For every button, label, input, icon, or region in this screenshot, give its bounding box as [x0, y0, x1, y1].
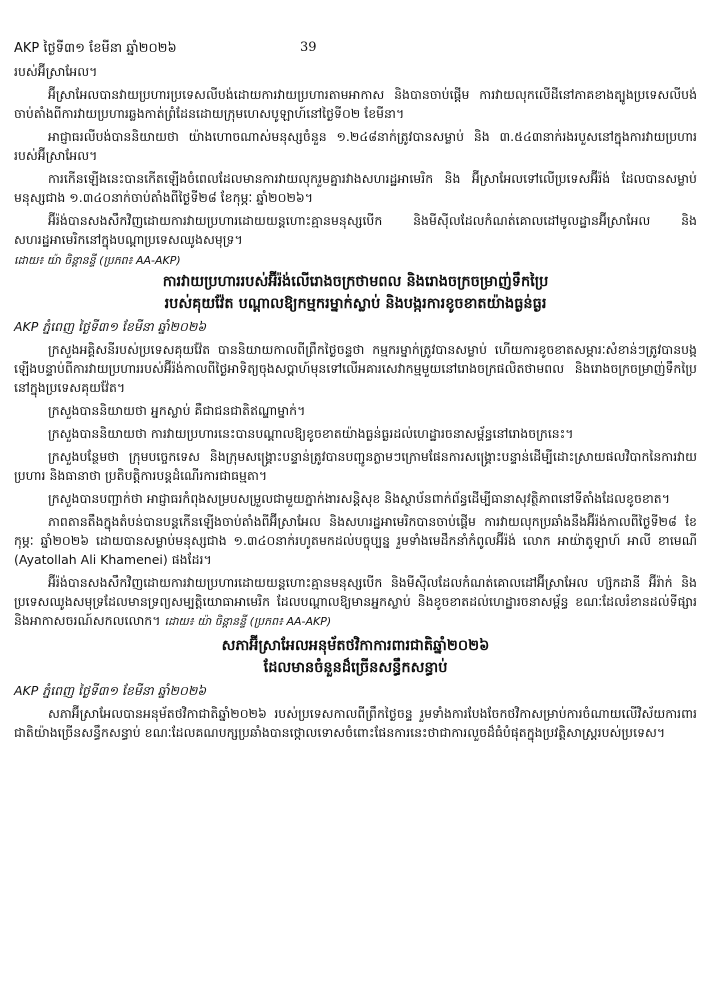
- page-number: 39: [300, 40, 317, 55]
- article1-paragraph: អ៊ីរ៉ង់បានសងសឹកវិញដោយការវាយប្រហារដោយយន្តហោះគ្មានមនុស្សបើក និងមីស៊ីលដែលកំណត់គោលដៅមូលដ្ឋានអ៊ីស្រាអែល និងសហរដ្ឋអាមេរិកនៅក្នុងបណ្ដាប្រទេសឈូងសមុទ្រ។: [14, 213, 697, 247]
- article2-paragraph: [14, 573, 697, 631]
- article1-continuation: របស់អ៊ីស្រាអែល។: [14, 64, 98, 79]
- article3-headline-line1: សភាអ៊ីស្រាអែលអនុម័តថវិកាការពារជាតិឆ្នាំ២០២៦: [221, 638, 490, 654]
- article1-paragraph: អាជ្ញាធរលីបង់បាននិយាយថា យ៉ាងហោចណាស់មនុស្សចំនួន ១.២៤៨នាក់ត្រូវបានសម្លាប់ និង ៣.៥៤៣នាក់រងរបួសនៅក្នុងការវាយប្រហាររបស់អ៊ីស្រាអែល។: [14, 129, 697, 163]
- article1-paragraph: អ៊ីស្រាអែលបានវាយប្រហារប្រទេសលីបង់ដោយការវាយប្រហារតាមអាកាស និងបានចាប់ផ្ដើម ការវាយលុកលើដីនៅភាគខាងត្បូងប្រទេសលីបង់ ចាប់តាំងពីការវាយប្រហារឆ្លងកាត់ព្រំដែនដោយក្រុមហេសបូឡាហ៍នៅថ្ងៃទី០២ ខែមីនា។: [14, 87, 697, 121]
- article1-paragraph: ការកើនឡើងនេះបានកើតឡើងចំពេលដែលមានការវាយលុករួមគ្នារវាងសហរដ្ឋអាមេរិក និង អ៊ីស្រាអែលទៅលើប្រទេសអ៊ីរ៉ង់ ដែលបានសម្លាប់មនុស្សជាង ១.៣៤០នាក់ចាប់តាំងពីថ្ងៃទី២៨ ខែកុម្ភៈ ឆ្នាំ២០២៦។: [14, 171, 697, 205]
- article2-headline: [14, 271, 697, 315]
- page-header: [14, 40, 694, 58]
- article2-paragraph: ក្រសួងបានបញ្ជាក់ថា អាជ្ញាធរកំពុងសម្របសម្រួលជាមួយភ្នាក់ងារសន្តិសុខ និងស្ថាប័នពាក់ព័ន្ធដើម្បីធានាសុវត្ថិភាពនៅទីតាំងដែលខូចខាត។: [48, 491, 670, 506]
- article2-byline: ដោយ៖ យ៉ា ចិន្ដានន្ទី (ប្រភព៖ AA-AKP): [164, 615, 332, 628]
- article2-dateline: AKP ភ្នំពេញ ថ្ងៃទី៣១ ខែមីនា ឆ្នាំ២០២៦: [14, 319, 207, 334]
- article1-byline: ដោយ៖ យ៉ា ចិន្ដានន្ទី (ប្រភព៖ AA-AKP): [14, 254, 181, 267]
- page-content: [14, 62, 697, 746]
- article3-headline-line2: ដែលមានចំនួនដ៏ច្រើនសន្ធឹកសន្ធាប់: [263, 660, 448, 676]
- article2-paragraph: ភាពតានតឹងក្នុងតំបន់បានបន្តកើនឡើងចាប់តាំងពីអ៊ីស្រាអែល និងសហរដ្ឋអាមេរិកបានចាប់ផ្ដើម ការវាយលុកប្រឆាំងនឹងអ៊ីរ៉ង់កាលពីថ្ងៃទី២៨ ខែកុម្ភៈ ឆ្នាំ២០២៦ ដោយបានសម្លាប់មនុស្សជាង ១.៣៤០នាក់រហូតមកដល់បច្ចុប្បន្ន រួមទាំងមេដឹកនាំកំពូលអ៊ីរ៉ង់ លោក អាយ៉ាតូឡាហ៍ អាលី ខាមេណី (Ayatollah Ali Khamenei) ផងដែរ។: [14, 514, 697, 567]
- article2-headline-line2: របស់គុយវ៉ែត បណ្ដាលឱ្យកម្មករម្នាក់ស្លាប់ និងបង្ករការខូចខាតយ៉ាងធ្ងន់ធ្ងរ: [164, 296, 547, 312]
- article3-paragraph: សភាអ៊ីស្រាអែលបានអនុម័តថវិកាជាតិឆ្នាំ២០២៦ របស់ប្រទេសកាលពីព្រឹកថ្ងៃចន្ទ រួមទាំងការបែងចែកថវិកាសម្រាប់ការចំណាយលើវិស័យការពារជាតិយ៉ាងច្រើនសន្ធឹកសន្ធាប់ ខណៈដែលគណបក្សប្រឆាំងបានថ្កោលទោសចំពោះផែនការនេះថាជាការលួចដ៏ធំបំផុតក្នុងប្រវត្តិសាស្ត្ររបស់ប្រទេស។: [14, 706, 697, 740]
- article2-paragraph-text: អ៊ីរ៉ង់បានសងសឹកវិញដោយការវាយប្រហារដោយយន្តហោះគ្មានមនុស្សបើក និងមីស៊ីលដែលកំណត់គោលដៅអ៊ីស្រាអែល ហ្ស៊កដានី អ៊ីរ៉ាក់ និងប្រទេសឈូងសមុទ្រដែលមានទ្រព្យសម្បត្តិយោធាអាមេរិក ដែលបណ្ដាលឱ្យមានអ្នកស្លាប់ និងខូចខាតដល់ហេដ្ឋារចនាសម្ព័ន្ធ ខណៈដែលរំខានដល់ទីផ្សារ និងអាកាសចរណ៍សកលលោក។: [14, 575, 697, 628]
- article2-paragraph: ក្រសួងបន្ថែមថា ក្រុមបច្ចេកទេស និងក្រុមសង្គ្រោះបន្ទាន់ត្រូវបានបញ្ជូនភ្លាមៗក្រោមផែនការសង្គ្រោះបន្ទាន់ដើម្បីដោះស្រាយផលវិបាកនៃការវាយប្រហារ និងធានាថា ប្រតិបត្តិការបន្តដំណើរការជាធម្មតា។: [14, 449, 697, 483]
- article3-headline: [14, 635, 697, 679]
- article2-paragraph: ក្រសួងបាននិយាយថា ការវាយប្រហារនេះបានបណ្ដាលឱ្យខូចខាតយ៉ាងធ្ងន់ធ្ងរដល់ហេដ្ឋារចនាសម្ព័ន្ធនៅរោងចក្រនេះ។: [48, 426, 574, 441]
- article2-headline-line1: ការវាយប្រហាររបស់អ៊ីរ៉ង់លើរោងចក្រថាមពល និងរោងចក្រចម្រាញ់ទឹកប្រៃ: [162, 274, 549, 290]
- header-text: AKP ថ្ងៃទី៣១ ខែមីនា ឆ្នាំ២០២៦: [14, 41, 177, 56]
- article2-paragraph: ក្រសួងអគ្គិសនីរបស់ប្រទេសគុយវ៉ែត បាននិយាយកាលពីព្រឹកថ្ងៃចន្ទថា កម្មករម្នាក់ត្រូវបានសម្លាប់ ហើយការខូចខាតសម្ភារៈសំខាន់ៗត្រូវបានបង្កឡើងបន្ទាប់ពីការវាយប្រហាររបស់អ៊ីរ៉ង់កាលពីថ្ងៃអាទិត្យចុងសប្ដាហ៍មុនទៅលើអគារសេវាកម្មមួយនៅរោងចក្រផលិតថាមពល និងរោងចក្រចម្រាញ់ទឹកប្រៃនៅក្នុងប្រទេសគុយវ៉ែត។: [14, 342, 697, 395]
- article2-paragraph: ក្រសួងបាននិយាយថា អ្នកស្លាប់ គឺជាជនជាតិឥណ្ឌាម្នាក់។: [48, 403, 306, 418]
- article3-dateline: AKP ភ្នំពេញ ថ្ងៃទី៣១ ខែមីនា ឆ្នាំ២០២៦: [14, 683, 207, 698]
